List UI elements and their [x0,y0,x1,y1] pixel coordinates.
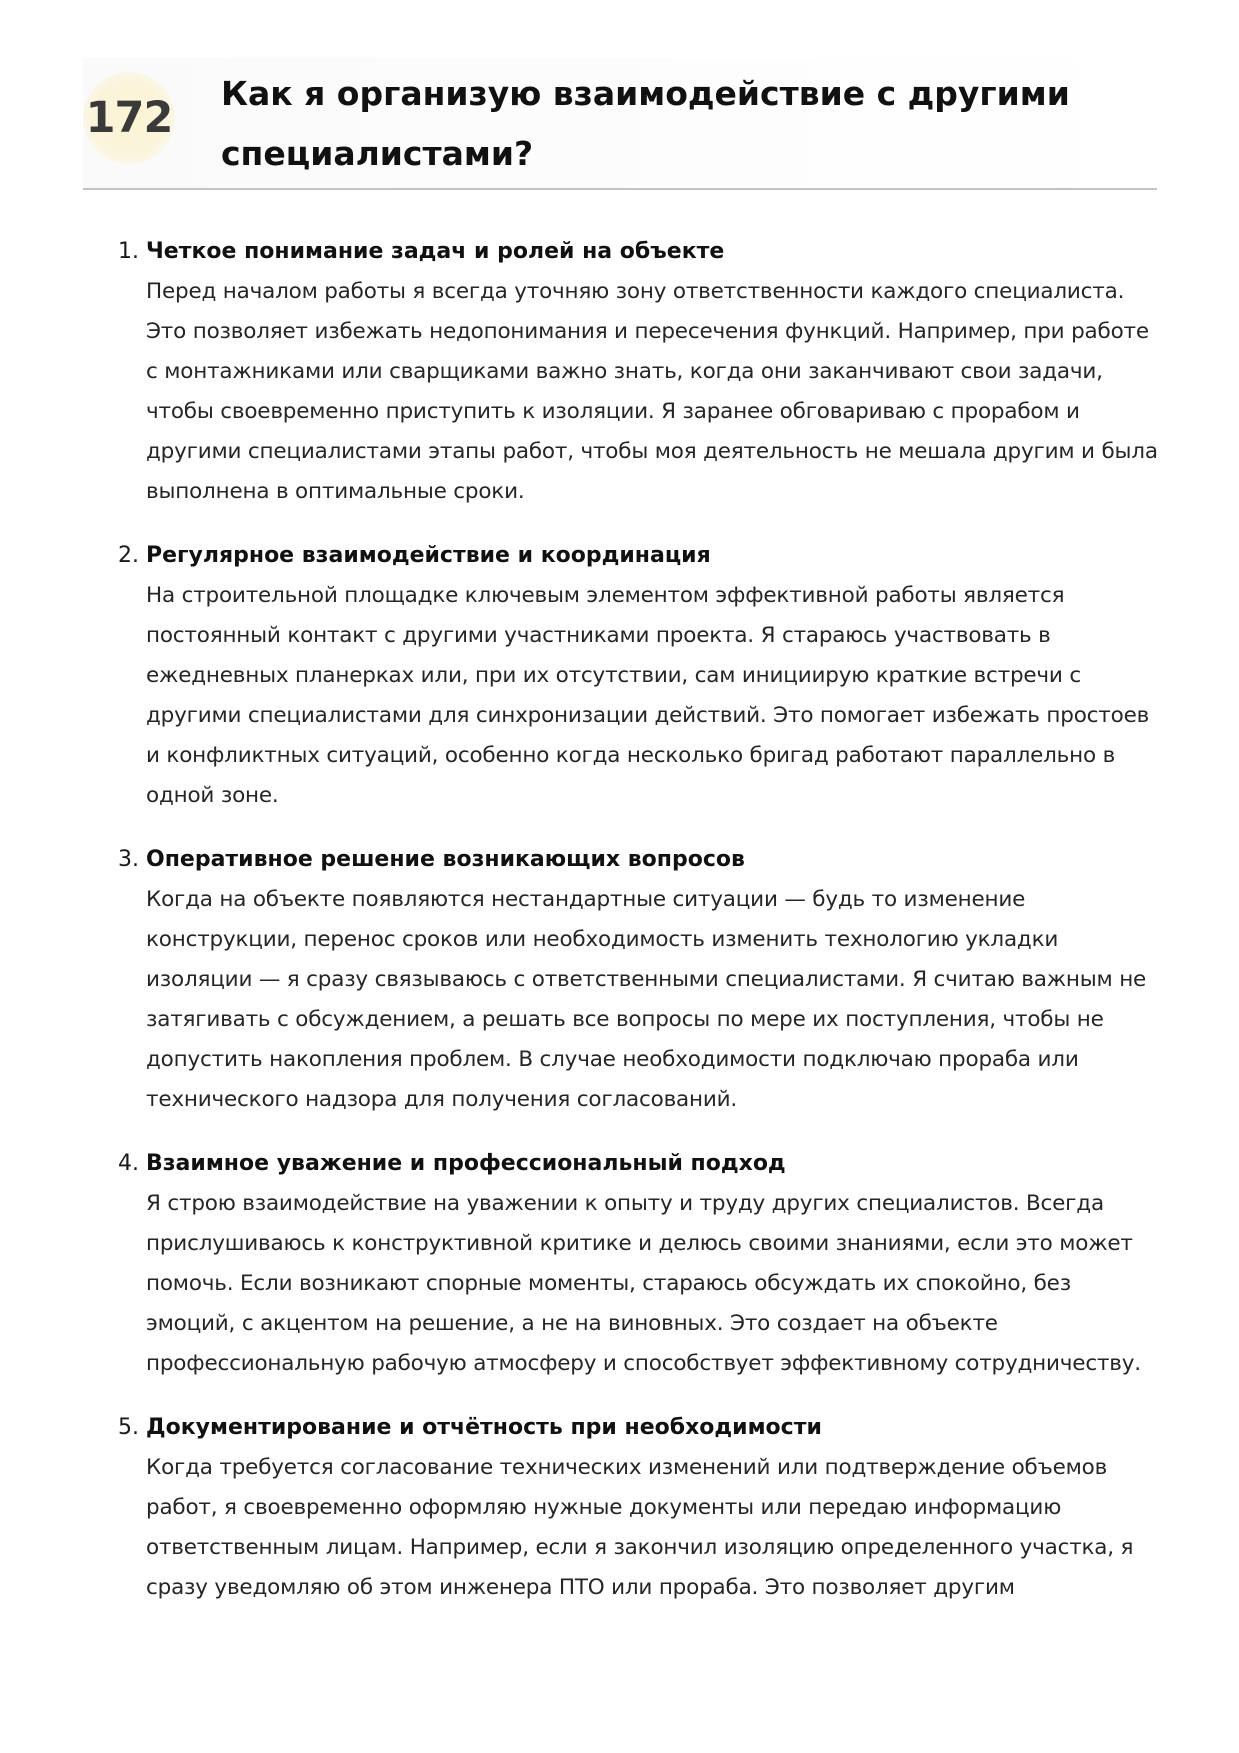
question-title: Как я организую взаимодействие с другими специалистами? [221,74,1070,173]
list-item-number: 5. [118,1415,139,1440]
answer-list [118,232,1166,1632]
list-item [118,1144,1166,1384]
list-item [118,1408,1166,1608]
list-item-number: 4. [118,1151,139,1176]
list-item-number: 3. [118,847,139,872]
list-item [118,232,1166,512]
list-item-title: Документирование и отчётность при необходимости [146,1415,822,1440]
question-header [83,58,1157,190]
list-item-title: Взаимное уважение и профессиональный подход [146,1151,786,1176]
list-item-number: 1. [118,239,139,264]
list-item-number: 2. [118,543,139,568]
question-number-badge: 172 [83,72,175,164]
list-item-text: Перед началом работы я всегда уточняю зону ответственности каждого специалиста. Это позволяет избежать недопонимания и пересечения функций. Например, при работе с монтажниками или сварщиками важно знать, когда они заканчивают свои задачи, чтобы своевременно приступить к изоляции. Я заранее обговариваю с прорабом и другими специалистами этапы работ, чтобы моя деятельность не мешала другим и была выполнена в оптимальные сроки. [146,279,1158,504]
list-item-title: Регулярное взаимодействие и координация [146,543,711,568]
list-item-text: Когда на объекте появляются нестандартные ситуации — будь то изменение конструкции, перенос сроков или необходимость изменить технологию укладки изоляции — я сразу связываюсь с ответственными специалистами. Я считаю важным не затягивать с обсуждением, а решать все вопросы по мере их поступления, чтобы не допустить накопления проблем. В случае необходимости подключаю прораба или технического надзора для получения согласований. [146,887,1147,1112]
list-item-title: Четкое понимание задач и ролей на объекте [146,239,725,264]
list-item-text: Я строю взаимодействие на уважении к опыту и труду других специалистов. Всегда прислушиваюсь к конструктивной критике и делюсь своими знаниями, если это может помочь. Если возникают спорные моменты, стараюсь обсуждать их спокойно, без эмоций, с акцентом на решение, а не на виновных. Это создает на объекте профессиональную рабочую атмосферу и способствует эффективному сотрудничеству. [146,1191,1141,1376]
list-item [118,536,1166,816]
list-item-title: Оперативное решение возникающих вопросов [146,847,745,872]
list-item-text: На строительной площадке ключевым элементом эффективной работы является постоянный контакт с другими участниками проекта. Я стараюсь участвовать в ежедневных планерках или, при их отсутствии, сам инициирую краткие встречи с другими специалистами для синхронизации действий. Это помогает избежать простоев и конфликтных ситуаций, особенно когда несколько бригад работают параллельно в одной зоне. [146,583,1150,808]
list-item [118,840,1166,1120]
list-item-text: Когда требуется согласование технических изменений или подтверждение объемов работ, я своевременно оформляю нужные документы или передаю информацию ответственным лицам. Например, если я закончил изоляцию определенного участка, я сразу уведомляю об этом инженера ПТО или прораба. Это позволяет другим [146,1455,1134,1600]
